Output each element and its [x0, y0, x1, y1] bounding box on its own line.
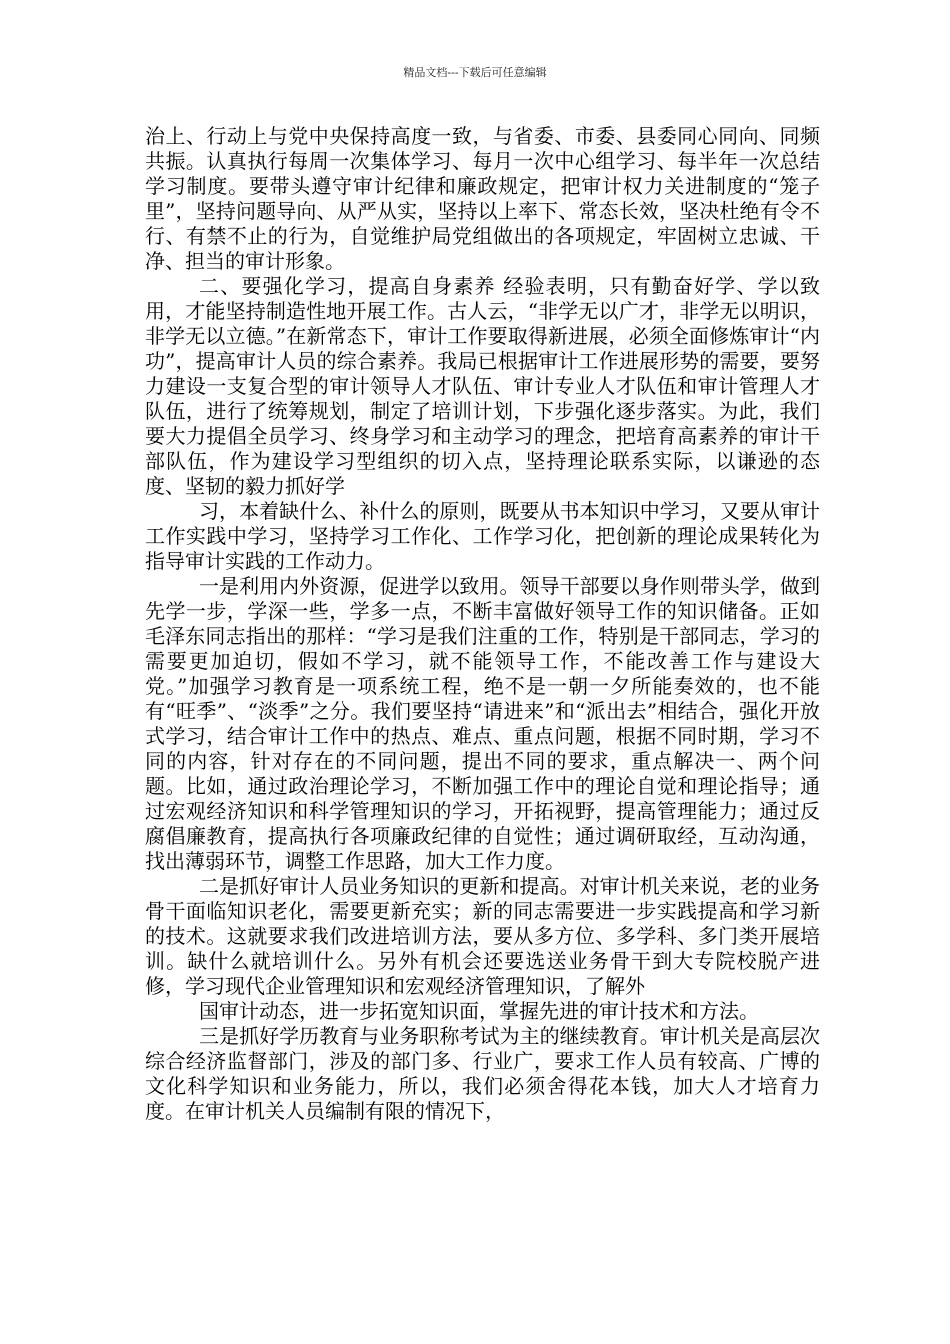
paragraph: 国审计动态，进一步拓宽知识面，掌握先进的审计技术和方法。 [199, 999, 759, 1023]
paragraph: 二是抓好审计人员业务知识的更新和提高。对审计机关来说，老的业务骨干面临知识老化，需要更新充实；新的同志需要进一步实践提高和学习新的技术。这就要求我们改进培训方法，要从多方位、多学科、多门类开展培训。缺什么就培训什么。另外有机会还要选送业务骨干到大专院校脱产进修，学习现代企业管理知识和宏观经济管理知识，了解外 [145, 874, 820, 998]
paragraph: 三是抓好学历教育与业务职称考试为主的继续教育。审计机关是高层次综合经济监督部门，涉及的部门多、行业广，要求工作人员有较高、广博的文化科学知识和业务能力，所以，我们必须舍得花本钱，加大人才培育力度。在审计机关人员编制有限的情况下， [145, 1024, 820, 1123]
paragraph: 习，本着缺什么、补什么的原则，既要从书本知识中学习，又要从审计工作实践中学习，坚持学习工作化、工作学习化，把创新的理论成果转化为指导审计实践的工作动力。 [145, 499, 820, 573]
paragraph: 二、要强化学习，提高自身素养 经验表明，只有勤奋好学、学以致用，才能坚持制造性地开展工作。古人云，“非学无以广才，非学无以明识，非学无以立德。”在新常态下，审计工作要取得新进展，必须全面修炼审计“内功”，提高审计人员的综合素养。我局已根据审计工作进展形势的需要，要努力建设一支复合型的审计领导人才队伍、审计专业人才队伍和审计管理人才队伍，进行了统筹规划，制定了培训计划，下步强化逐步落实。为此，我们要大力提倡全员学习、终身学习和主动学习的理念，把培育高素养的审计干部队伍，作为建设学习型组织的切入点，坚持理论联系实际，以谦逊的态度、坚韧的毅力抓好学 [145, 274, 820, 498]
paragraph: 一是利用内外资源，促进学以致用。领导干部要以身作则带头学，做到先学一步，学深一些，学多一点，不断丰富做好领导工作的知识储备。正如毛泽东同志指出的那样：“学习是我们注重的工作，特别是干部同志，学习的需要更加迫切，假如不学习，就不能领导工作，不能改善工作与建设大党。”加强学习教育是一项系统工程，绝不是一朝一夕所能奏效的，也不能有“旺季”、“淡季”之分。我们要坚持“请进来”和“派出去”相结合，强化开放式学习，结合审计工作中的热点、难点、重点问题，根据不同时期，学习不同的内容，针对存在的不同问题，提出不同的要求，重点解决一、两个问题。比如，通过政治理论学习，不断加强工作中的理论自觉和理论指导；通过宏观经济知识和科学管理知识的学习，开拓视野，提高管理能力；通过反腐倡廉教育，提高执行各项廉政纪律的自觉性；通过调研取经，互动沟通，找出薄弱环节，调整工作思路，加大工作力度。 [145, 574, 820, 873]
page-header: 精品文档---下载后可任意编辑 [403, 66, 547, 79]
document-body [145, 124, 820, 1124]
paragraph: 治上、行动上与党中央保持高度一致，与省委、市委、县委同心同向、同频共振。认真执行每周一次集体学习、每月一次中心组学习、每半年一次总结学习制度。要带头遵守审计纪律和廉政规定，把审计权力关进制度的“笼子里”，坚持问题导向、从严从实，坚持以上率下、常态长效，坚决杜绝有令不行、有禁不止的行为，自觉维护局党组做出的各项规定，牢固树立忠诚、干净、担当的审计形象。 [145, 124, 820, 273]
